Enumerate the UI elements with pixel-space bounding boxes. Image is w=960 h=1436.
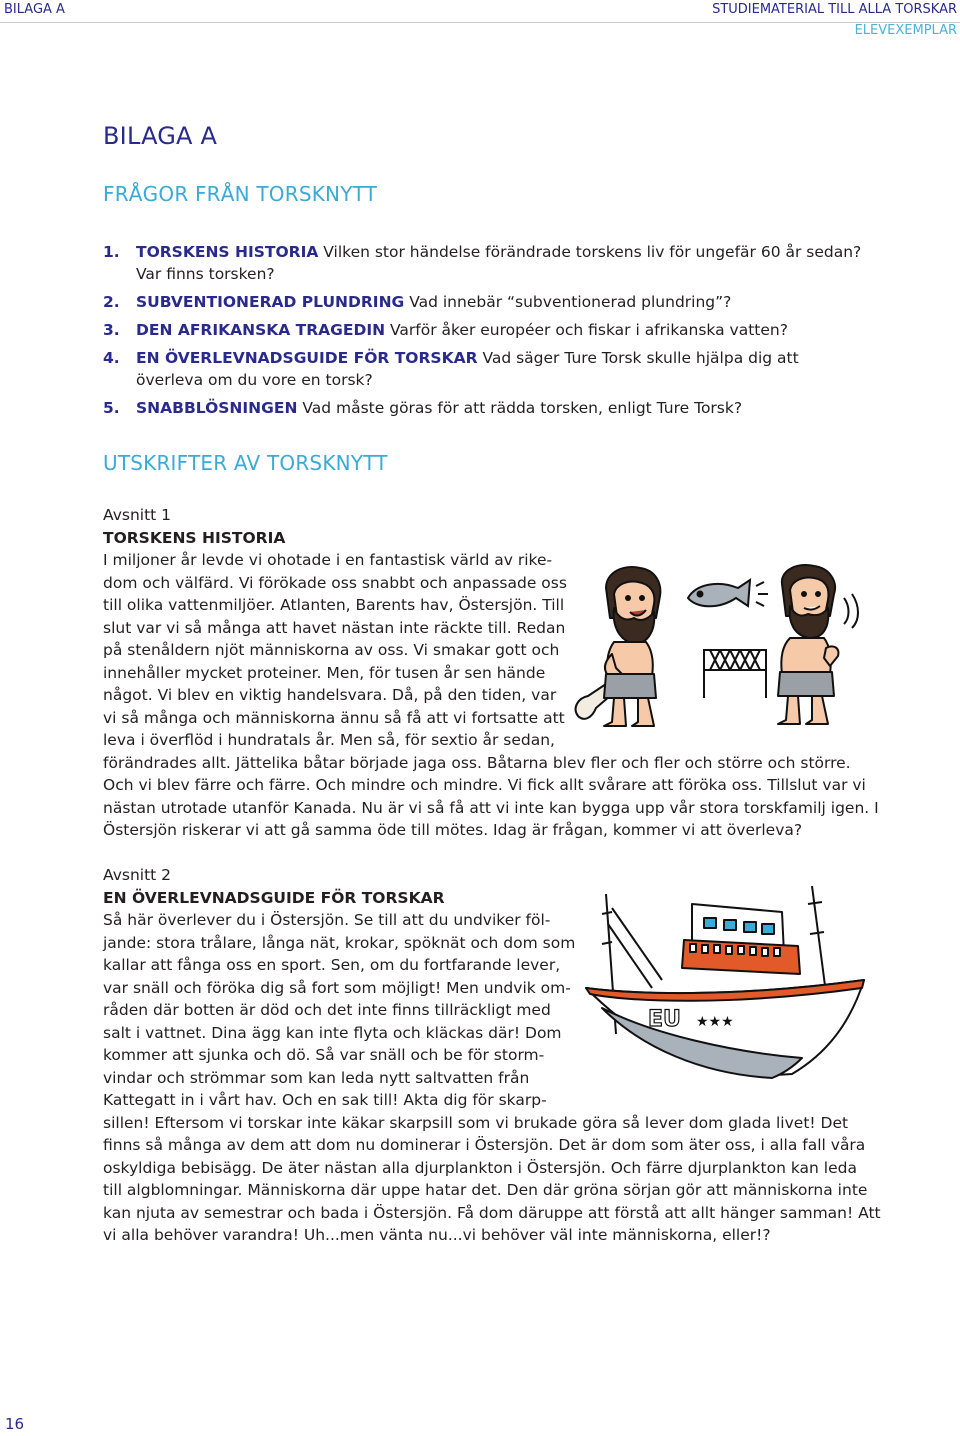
text-line: leva i överflöd i hundratals år. Men så, för sextio år sedan, (103, 731, 555, 749)
text-line: innehåller mycket proteiner. Men, för tusen år sen hände (103, 663, 546, 682)
episode-heading: TORSKENS HISTORIA (103, 528, 286, 547)
text-line: kan njuta av semestrar och bada i Östersjön. Få dom däruppe att förstå att allt hänger samman! Att (103, 1203, 881, 1222)
text-line: jande: stora trålare, långa nät, krokar, spöknät och dom som (103, 933, 576, 952)
fishing-boat-illustration (572, 884, 872, 1094)
episode-heading: EN ÖVERLEVNADSGUIDE FÖR TORSKAR (103, 888, 445, 907)
cavemen-illustration (568, 558, 868, 738)
header-series-title (712, 2, 957, 39)
questions-list (103, 241, 863, 425)
text-line: något. Vi blev en viktig handelsvara. Då, på den tiden, var (103, 686, 557, 704)
text-line: till algblomningar. Människorna där uppe hatar det. Den där gröna sörjan gör att människorna inte (103, 1181, 868, 1199)
text-line: kallar att fånga oss en sport. Sen, om du fortfarande lever, (103, 956, 561, 974)
question-item: 3. DEN AFRIKANSKA TRAGEDIN Varför åker européer och fiskar i afrikanska vatten? (103, 321, 788, 339)
boat-stars: ★★★ (696, 1014, 734, 1030)
page-number: 16 (5, 1415, 25, 1433)
text-line: förändrades allt. Jättelika båtar började jaga oss. Båtarna blev fler och fler och större och större. (103, 753, 851, 772)
text-line: nästan utrotade utanför Kanada. Nu är vi så få att vi inte kan bygga upp vår stora torskfamilj igen. I (103, 798, 879, 817)
page-title: BILAGA A (103, 122, 218, 150)
text-line: vi alla behöver varandra! Uh...men vänta nu...vi behöver väl inte människorna, eller!? (103, 1226, 771, 1244)
text-line: Så här överlever du i Östersjön. Se till att du undviker föl- (103, 911, 551, 929)
text-line: vindar och strömmar som kan leda nytt saltvatten från (103, 1068, 530, 1087)
question-item: 5. SNABBLÖSNINGEN Vad måste göras för att rädda torsken, enligt Ture Torsk? (103, 399, 743, 417)
header-divider (0, 22, 960, 23)
episode-label: Avsnitt 2 (103, 866, 172, 884)
questions-section-title: FRÅGOR FRÅN TORSKNYTT (103, 182, 378, 206)
header-series-main: STUDIEMATERIAL TILL ALLA TORSKAR (712, 2, 957, 17)
text-line: Och vi blev färre och färre. Och mindre och mindre. Vi fick allt svårare att föröka oss. Tillslut var vi (103, 776, 866, 794)
text-line: kommer att sjunka och dö. Så var snäll och be för storm- (103, 1046, 545, 1064)
text-line: Kattegatt in i vårt hav. Och en sak till! Akta dig för skarp- (103, 1091, 547, 1109)
text-line: I miljoner år levde vi ohotade i en fantastisk värld av rike- (103, 551, 553, 569)
text-line: råden där botten är död och det inte finns tillräckligt med (103, 1001, 551, 1019)
text-line: salt i vattnet. Dina ägg kan inte flyta och kläckas där! Dom (103, 1023, 562, 1042)
transcripts-section-title: UTSKRIFTER AV TORSKNYTT (103, 451, 388, 475)
boat-eu-label: EU (648, 1007, 681, 1032)
text-line: slut var vi så många att havet nästan inte räckte till. Redan (103, 618, 566, 637)
text-line: sillen! Eftersom vi torskar inte käkar skarpsill som vi brukade göra så lever dom glada livet! Det (103, 1113, 849, 1132)
text-line: oskyldiga bebisägg. De äter nästan alla djurplankton i Östersjön. Och färre djurplankton kan leda (103, 1158, 857, 1177)
header-section-label: BILAGA A (4, 2, 65, 17)
text-line: dom och välfärd. Vi förökade oss snabbt och anpassade oss (103, 573, 567, 592)
question-item: 4. EN ÖVERLEVNADSGUIDE FÖR TORSKAR Vad säger Ture Torsk skulle hjälpa dig att överleva om du vore en torsk? (103, 349, 799, 389)
text-line: Östersjön riskerar vi att gå samma öde till mötes. Idag är frågan, kommer vi att överleva? (103, 821, 803, 839)
text-line: finns så många av dem att dom nu dominerar i Östersjön. Det är dom som äter oss, i alla fall våra (103, 1136, 866, 1154)
text-line: vi så många och människorna ännu så få att vi fortsatte att (103, 708, 565, 727)
question-item: 2. SUBVENTIONERAD PLUNDRING Vad innebär “subventionerad plundring”? (103, 293, 732, 311)
question-item: 1. TORSKENS HISTORIA Vilken stor händelse förändrade torskens liv för ungefär 60 år sedan? Var finns torsken? (103, 243, 862, 283)
episode-label: Avsnitt 1 (103, 506, 172, 524)
text-line: var snäll och föröka dig så fort som möjligt! Men undvik om- (103, 978, 571, 997)
header-series-sub: ELEVEXEMPLAR (854, 23, 957, 38)
text-line: till olika vattenmiljöer. Atlanten, Barents hav, Östersjön. Till (103, 596, 565, 614)
text-line: på stenåldern njöt människorna av oss. Vi smakar gott och (103, 641, 560, 659)
